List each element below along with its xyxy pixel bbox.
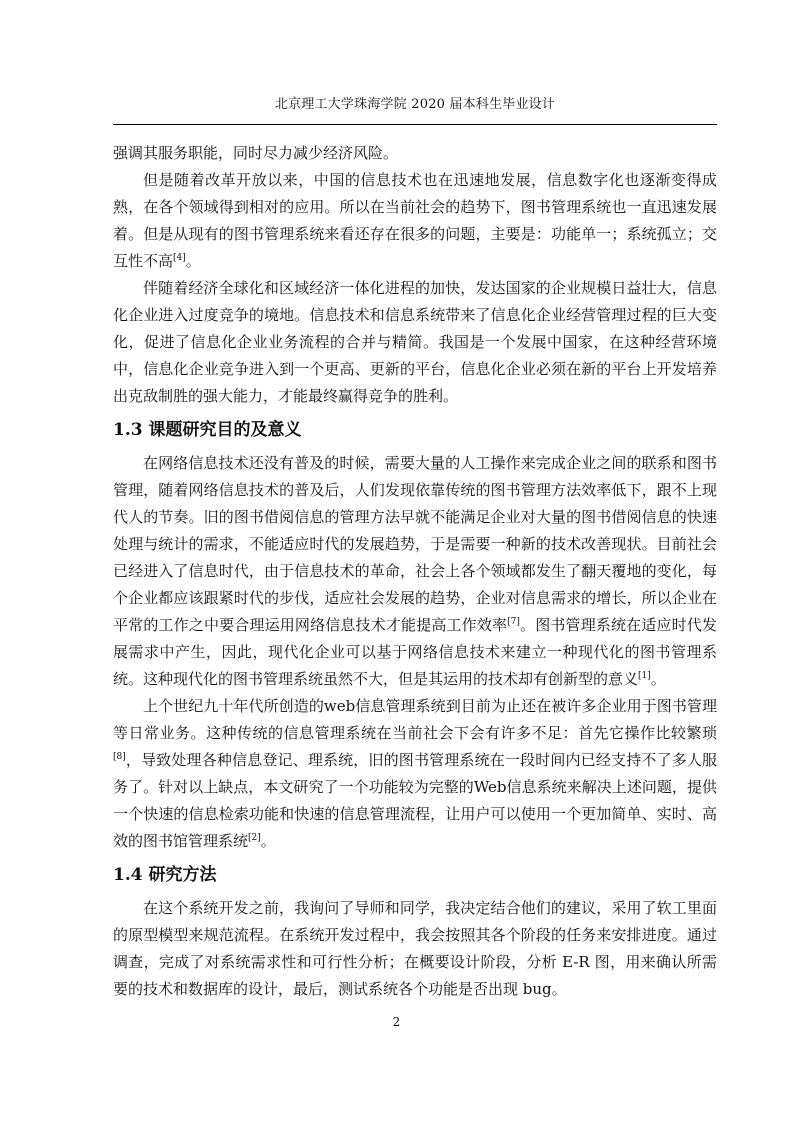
section-heading: 1.3 课题研究目的及意义	[113, 420, 302, 440]
paragraph-text: 在网络信息技术还没有普及的时候，需要大量的人工操作来完成企业之间的联系和图书管理，随着网络信息技术的普及后，人们发现依靠传统的图书管理方法效率低下，跟不上现代人的节奏。旧的图书借阅信息的管理方法早就不能满足企业对大量的图书借阅信息的快速处理与统计的需求，不能适应时代的发展趋势，于是需要一种新的技术改善现状。目前社会已经进入了信息时代，由于信息技术的革命，社会上各个领域都发生了翻天覆地的变化，每个企业都应该跟紧时代的步伐，适应社会发展的趋势，企业对信息需求的增长，所以企业在平常的工作之中要合理运用网络信息技术才能提高工作效率	[113, 454, 717, 634]
paragraph-text: 但是随着改革开放以来，中国的信息技术也在迅速地发展，信息数字化也逐渐变得成熟，在各个领域得到相对的应用。所以在当前社会的趋势下，图书管理系统也一直迅速发展着。但是从现有的图书管理系统来看还存在很多的问题，主要是：功能单一；系统孤立；交互性不高	[113, 171, 717, 270]
header-rule	[113, 124, 717, 125]
citation: [2]	[248, 833, 261, 843]
paragraph	[113, 693, 717, 855]
paragraph: 强调其服务职能，同时尽力减少经济风险。	[113, 144, 399, 162]
section-heading: 1.4 研究方法	[113, 865, 217, 885]
page-body	[113, 140, 717, 1003]
paragraph-text: ，导致处理各种信息登记、理系统，旧的图书管理系统在一段时间内已经支持不了多人服务了。针对以上缺点，本文研究了一个功能较为完整的Web信息系统来解决上述问题，提供一个快速的信息检索功能和快速的信息管理流程，让用户可以使用一个更加简单、实时、高效的图书馆管理系统	[113, 751, 717, 850]
citation: [1]	[638, 671, 651, 681]
paragraph: 在这个系统开发之前，我询问了导师和同学，我决定结合他们的建议，采用了软工里面的原型模型来规范流程。在系统开发过程中，我会按照其各个阶段的任务来安排进度。通过调查，完成了对系统需求性和可行性分析；在概要设计阶段，分析 E-R 图，用来确认所需要的技术和数据库的设计，最后，测试系统各个功能是否出现 bug。	[113, 899, 717, 998]
paragraph-text: 。	[260, 832, 276, 850]
paragraph	[113, 167, 717, 275]
paragraph-text: 上个世纪九十年代所创造的web信息管理系统到目前为止还在被许多企业用于图书管理等日常业务。这种传统的信息管理系统在当前社会下会有许多不足：首先它操作比较繁琐	[113, 697, 717, 742]
paragraph-text: 。	[650, 670, 666, 688]
citation: [7]	[507, 617, 520, 627]
paragraph-text: 。	[185, 252, 201, 270]
paragraph-text: 。图书管理系统在适应时代发展需求中产生，因此，现代化企业可以基于网络信息技术来建立一种现代化的图书管理系统。这种现代化的图书管理系统虽然不大，但是其运用的技术却有创新型的意义	[113, 616, 717, 688]
paragraph: 伴随着经济全球化和区域经济一体化进程的加快，发达国家的企业规模日益壮大，信息化企业进入过度竞争的境地。信息技术和信息系统带来了信息化企业经营管理过程的巨大变化，促进了信息化企业业务流程的合并与精简。我国是一个发展中国家，在这种经营环境中，信息化企业竞争进入到一个更高、更新的平台，信息化企业必须在新的平台上开发培养出克敌制胜的强大能力，才能最终赢得竞争的胜利。	[113, 279, 717, 405]
citation: [8]	[113, 752, 126, 762]
page-number: 2	[392, 1015, 401, 1029]
paragraph	[113, 450, 717, 693]
citation: [4]	[173, 253, 186, 263]
page-header: 北京理工大学珠海学院 2020 届本科生毕业设计	[274, 97, 556, 112]
